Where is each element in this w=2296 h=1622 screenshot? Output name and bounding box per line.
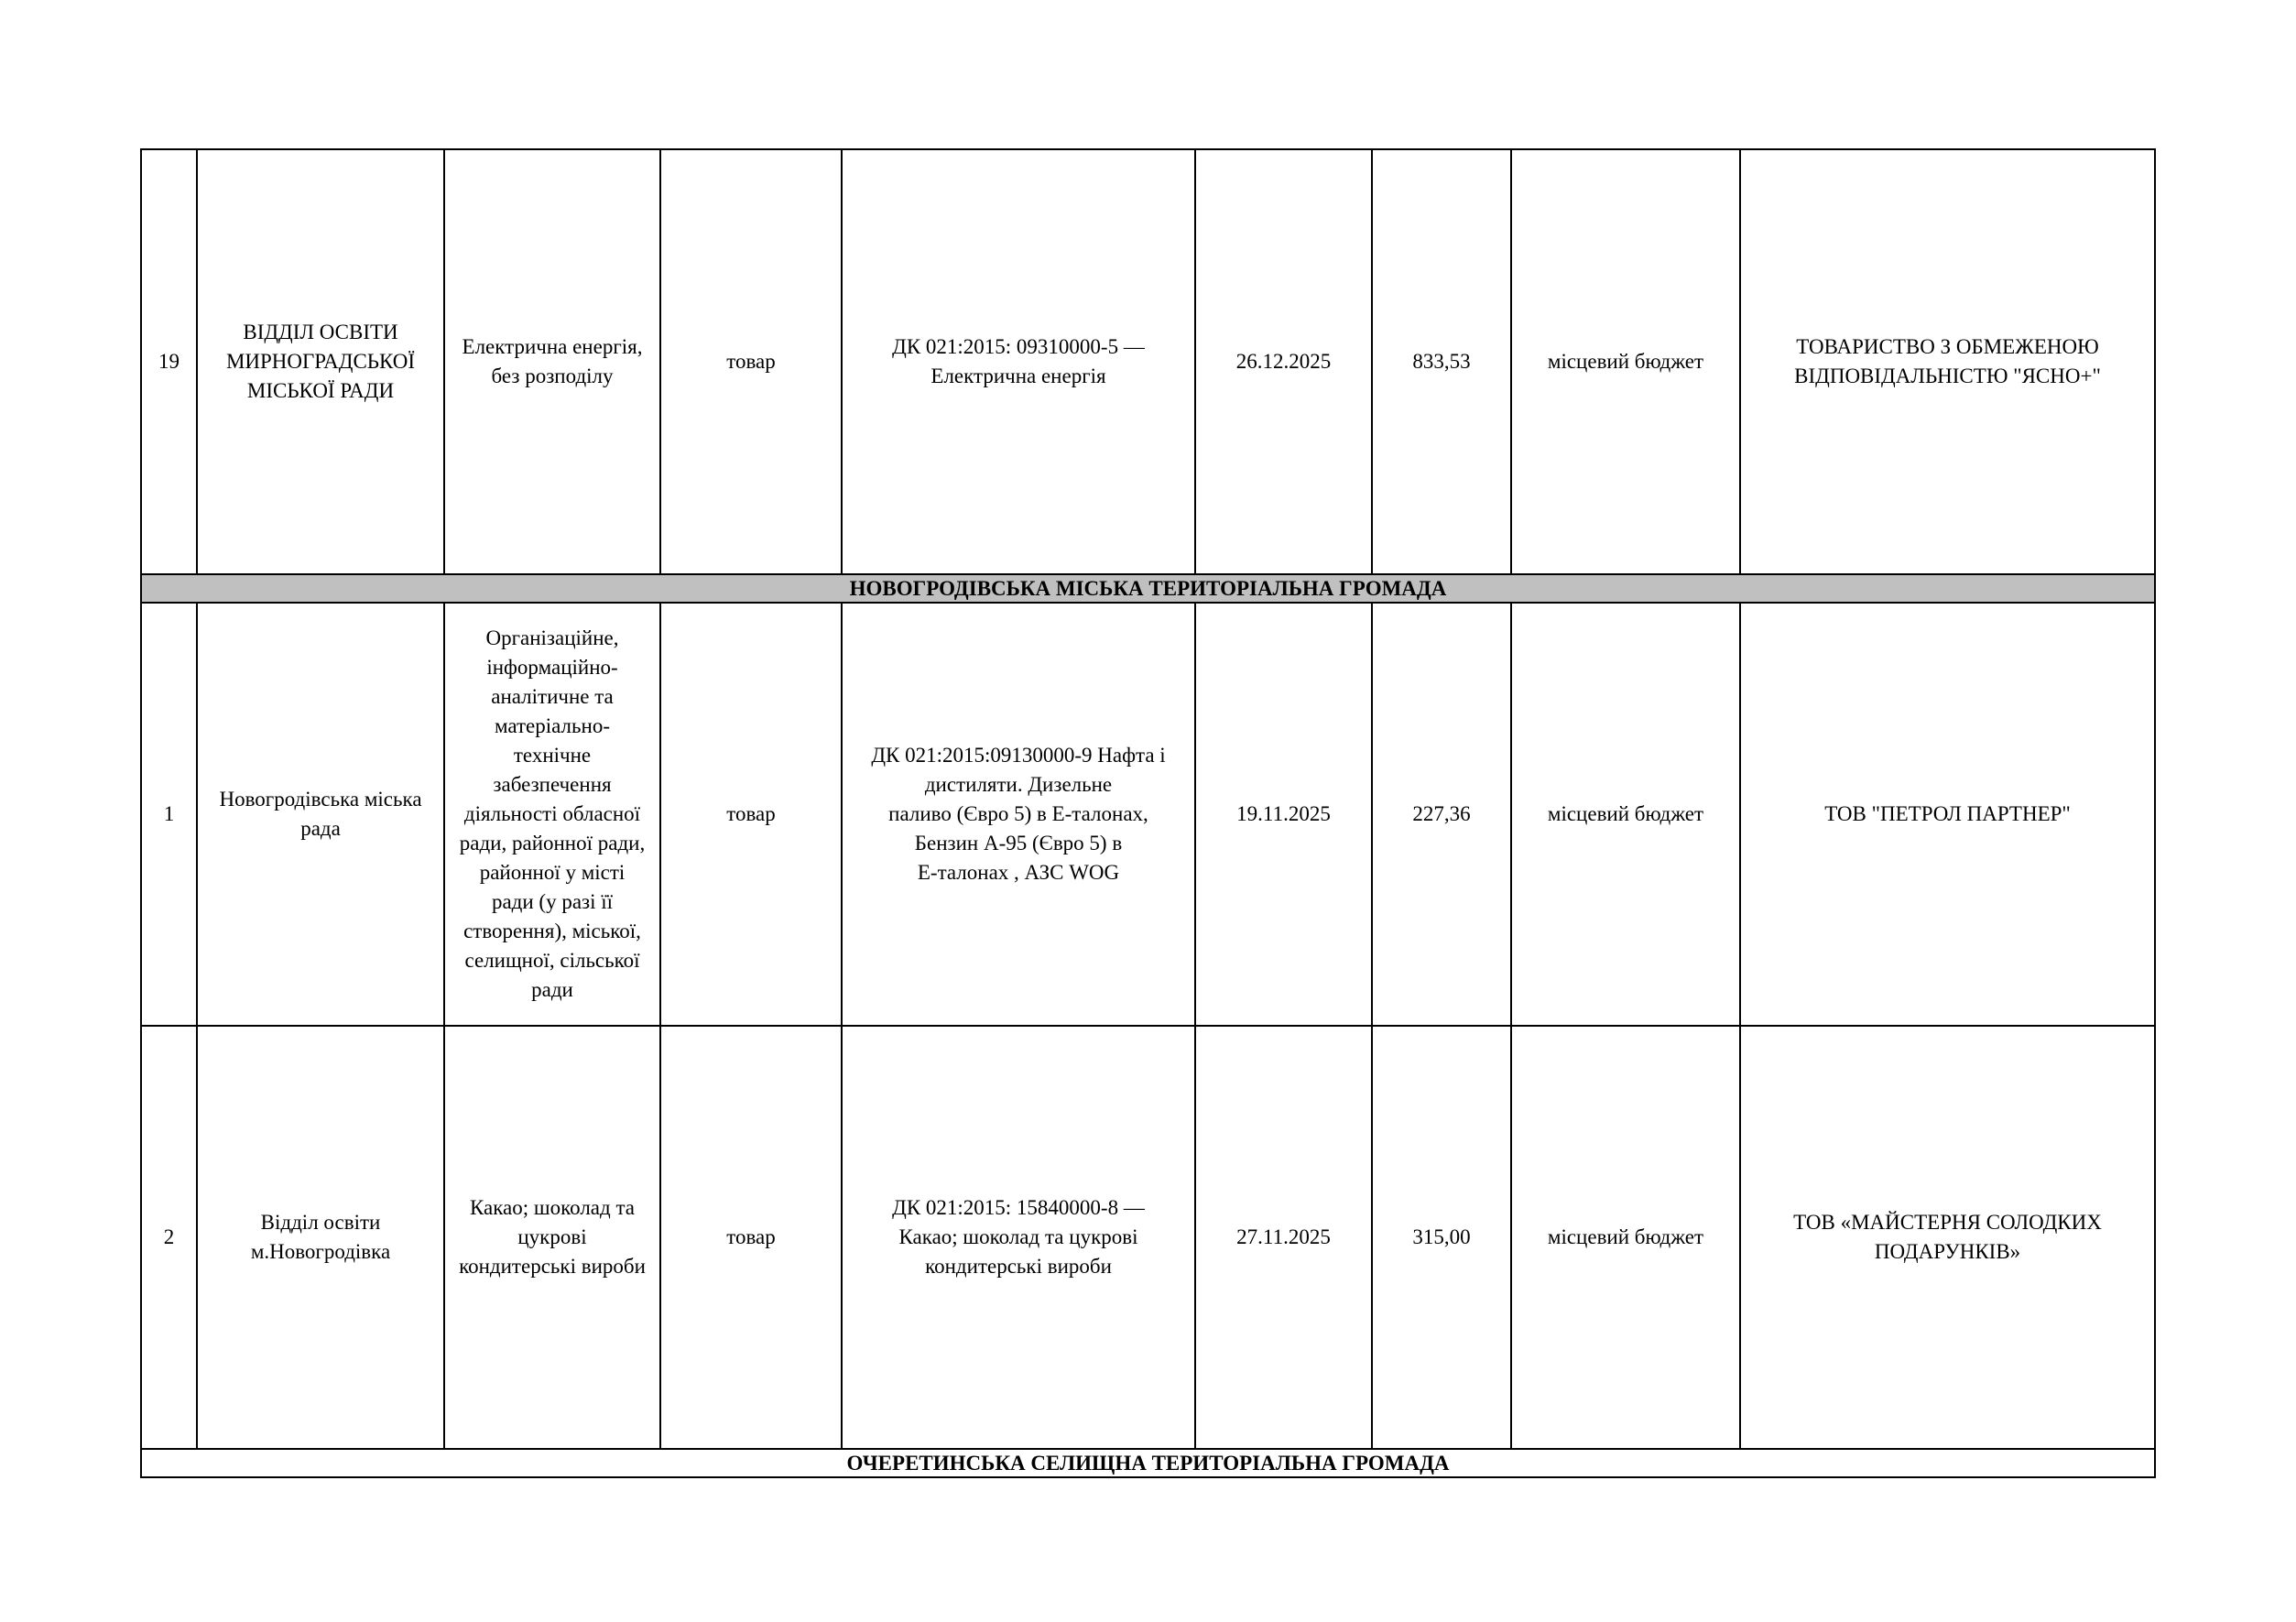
procurement-kind: товар — [660, 1026, 842, 1449]
procurement-subject: Какао; шоколад та цукрові кондитерські вироби — [444, 1026, 660, 1449]
customer-organization: ВІДДІЛ ОСВІТИ МИРНОГРАДСЬКОЇ МІСЬКОЇ РАДИ — [197, 149, 444, 574]
customer-organization: Новогродівська міська рада — [197, 603, 444, 1026]
customer-organization: Відділ освіти м.Новогродівка — [197, 1026, 444, 1449]
section-header-row — [141, 574, 2155, 603]
funding-source: місцевий бюджет — [1511, 603, 1740, 1026]
contract-date: 26.12.2025 — [1195, 149, 1372, 574]
procurement-subject: Організаційне, інформаційно- аналітичне та матеріально- технічне забезпечення діяльності обласної ради, районної ради, районної у місті ради (у разі її створення), міської, селищної, сільської ради — [444, 603, 660, 1026]
table-row — [141, 603, 2155, 1026]
classifier-code: ДК 021:2015: 09310000-5 — Електрична енергія — [842, 149, 1195, 574]
procurement-kind: товар — [660, 149, 842, 574]
contract-date: 27.11.2025 — [1195, 1026, 1372, 1449]
funding-source: місцевий бюджет — [1511, 149, 1740, 574]
section-title: НОВОГРОДІВСЬКА МІСЬКА ТЕРИТОРІАЛЬНА ГРОМАДА — [141, 574, 2155, 603]
supplier-name: ТОВ "ПЕТРОЛ ПАРТНЕР" — [1740, 603, 2155, 1026]
section-title: ОЧЕРЕТИНСЬКА СЕЛИЩНА ТЕРИТОРІАЛЬНА ГРОМАДА — [141, 1449, 2155, 1477]
classifier-code: ДК 021:2015: 15840000-8 — Какао; шоколад та цукрові кондитерські вироби — [842, 1026, 1195, 1449]
procurement-kind: товар — [660, 603, 842, 1026]
contract-date: 19.11.2025 — [1195, 603, 1372, 1026]
supplier-name: ТОВ «МАЙСТЕРНЯ СОЛОДКИХ ПОДАРУНКІВ» — [1740, 1026, 2155, 1449]
table-row — [141, 149, 2155, 574]
funding-source: місцевий бюджет — [1511, 1026, 1740, 1449]
supplier-name: ТОВАРИСТВО З ОБМЕЖЕНОЮ ВІДПОВІДАЛЬНІСТЮ "ЯСНО+" — [1740, 149, 2155, 574]
row-number: 2 — [141, 1026, 197, 1449]
table-row — [141, 1026, 2155, 1449]
contract-amount: 227,36 — [1372, 603, 1511, 1026]
row-number: 19 — [141, 149, 197, 574]
procurement-table — [140, 148, 2156, 1478]
contract-amount: 833,53 — [1372, 149, 1511, 574]
row-number: 1 — [141, 603, 197, 1026]
classifier-code: ДК 021:2015:09130000-9 Нафта і дистиляти. Дизельне паливо (Євро 5) в Е-талонах, Бензин А-95 (Євро 5) в Е-талонах , АЗС WOG — [842, 603, 1195, 1026]
section-header-row — [141, 1449, 2155, 1477]
procurement-subject: Електрична енергія, без розподілу — [444, 149, 660, 574]
contract-amount: 315,00 — [1372, 1026, 1511, 1449]
